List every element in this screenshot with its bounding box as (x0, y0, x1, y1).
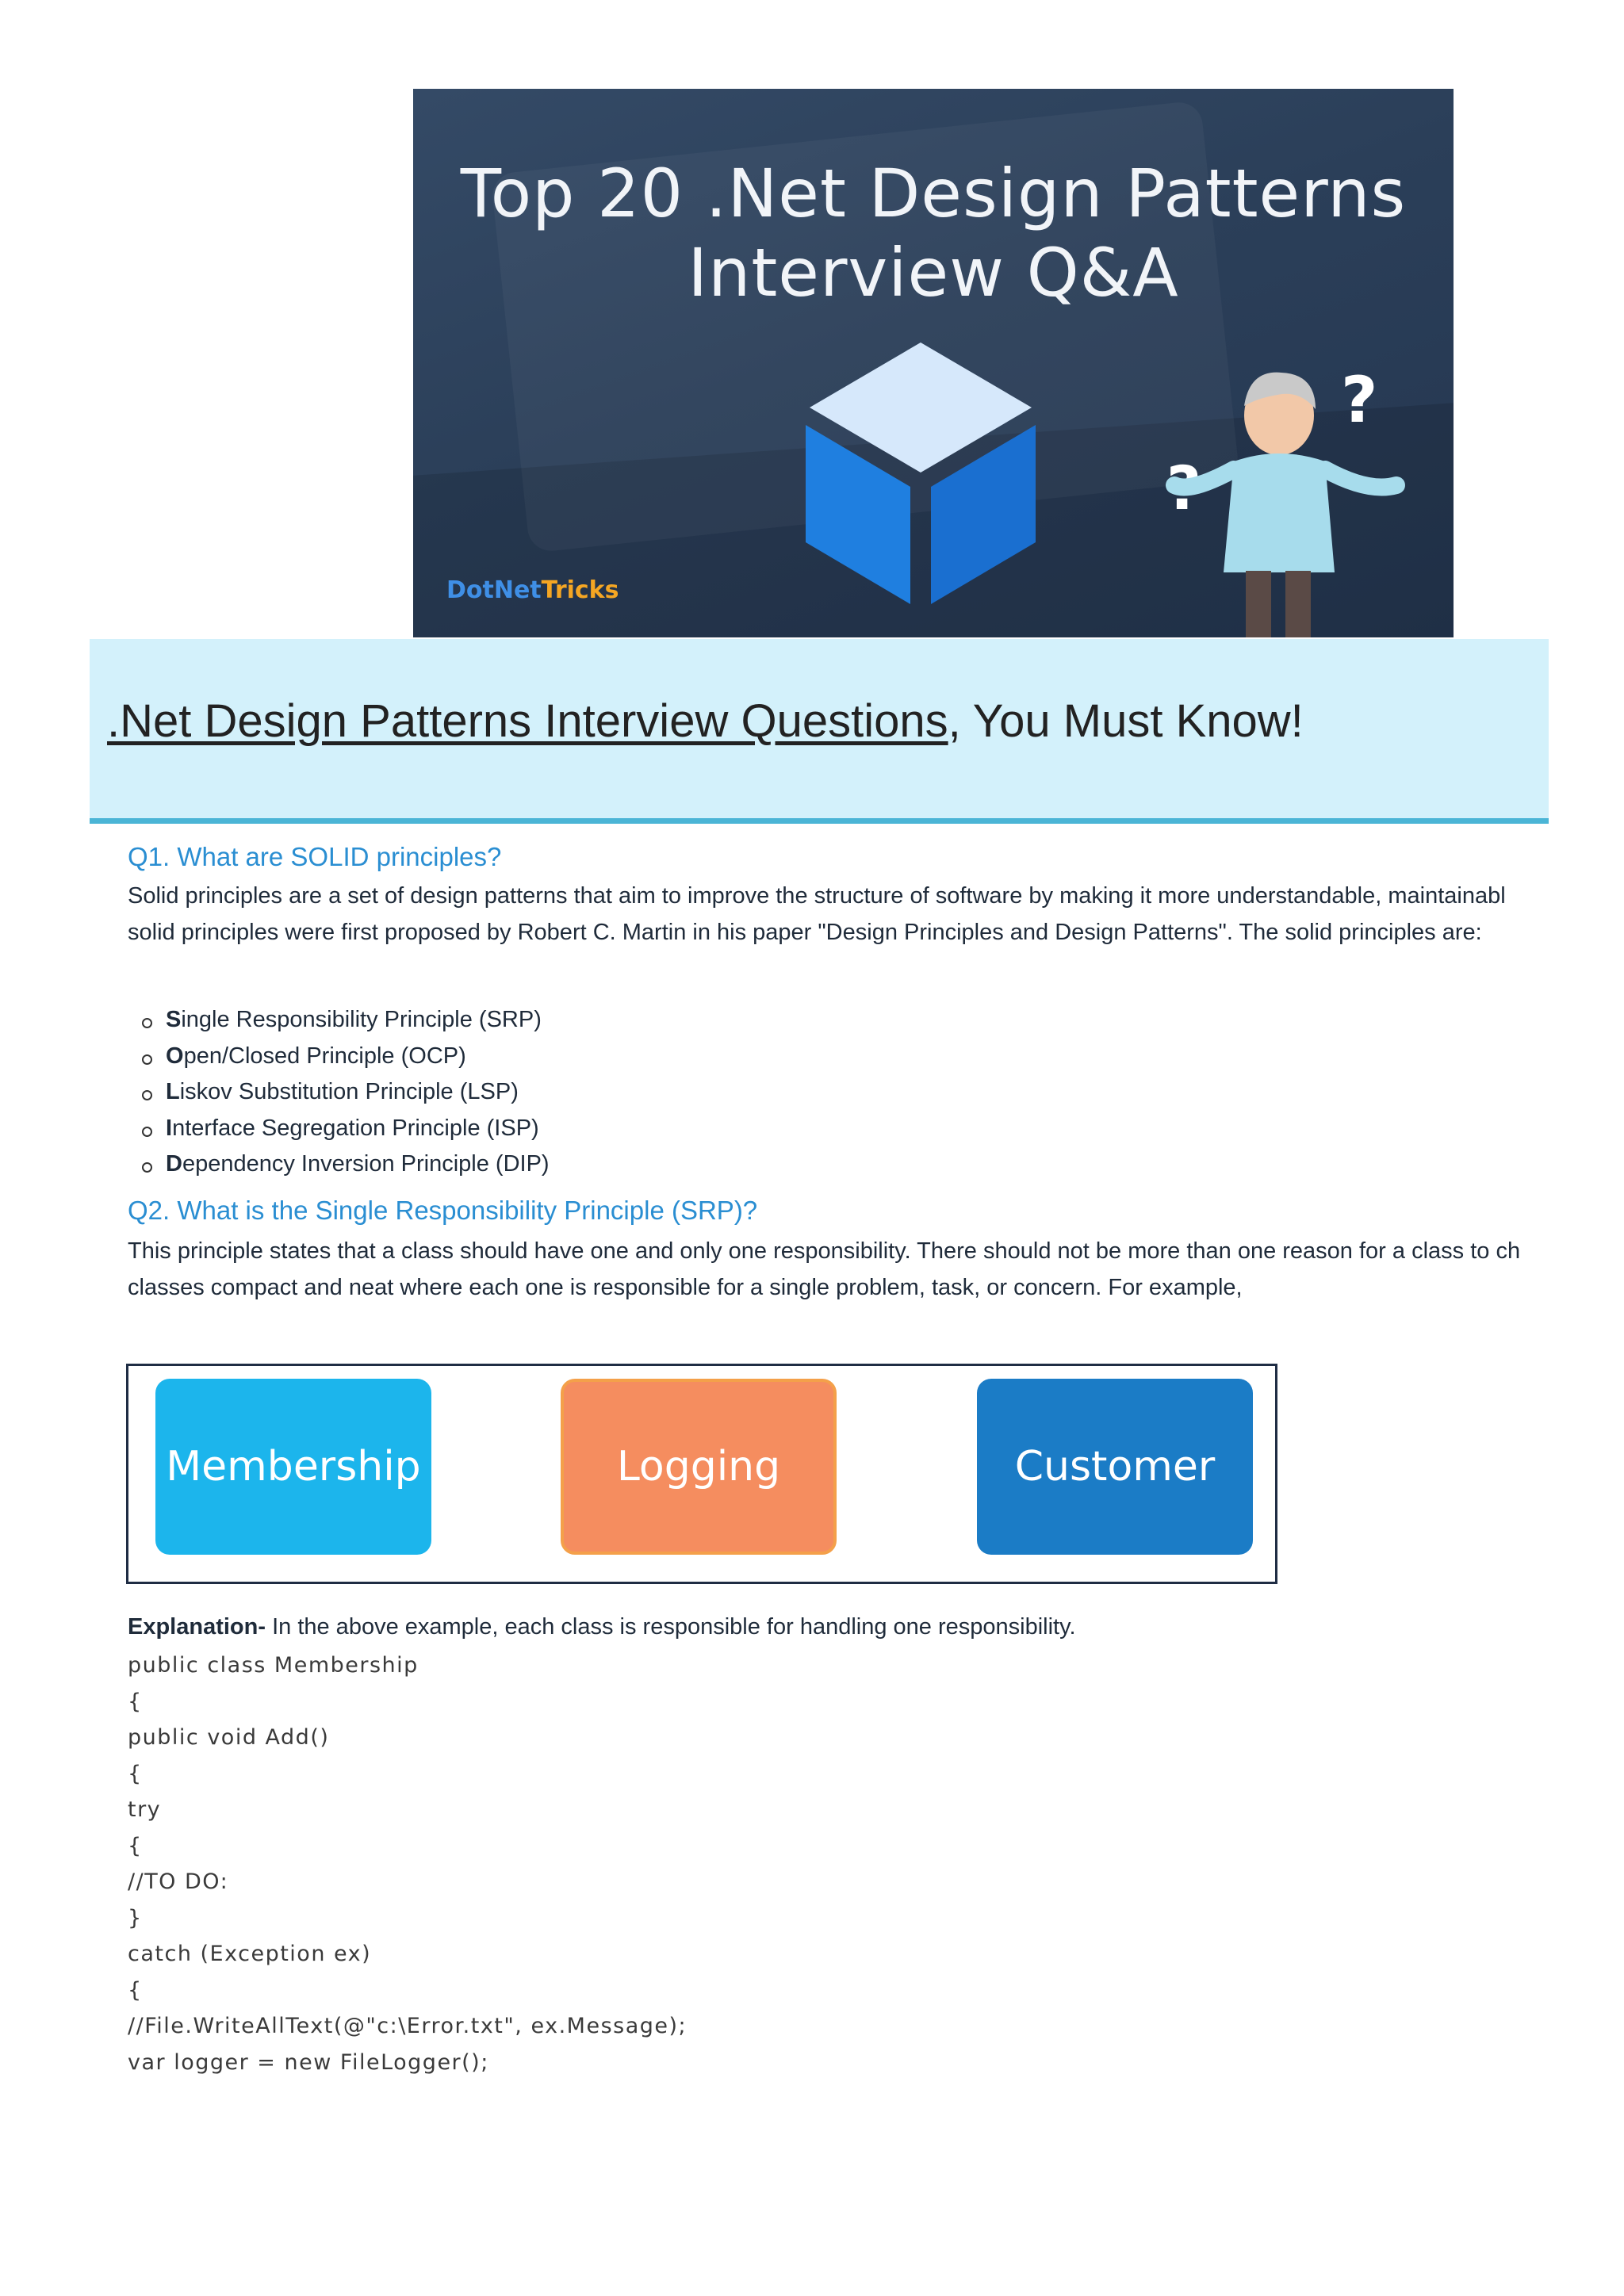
banner-title-line2: Interview Q&A (688, 234, 1179, 312)
code-line: { (128, 1977, 143, 2003)
question-1-paragraph-line2: solid principles were first proposed by Robert C. Martin in his paper "Design Principles and Design Patterns". The solid principles are: (128, 920, 1482, 945)
solid-principles-list (128, 1002, 550, 1183)
list-item: Liskov Substitution Principle (LSP) (128, 1074, 550, 1111)
svg-text:?: ? (1341, 363, 1378, 437)
question-2-heading: Q2. What is the Single Responsibility Principle (SRP)? (128, 1196, 758, 1225)
explanation-body: In the above example, each class is responsible for handling one responsibility. (266, 1614, 1076, 1640)
page-title-suffix: , You Must Know! (948, 695, 1304, 747)
code-line: { (128, 1833, 143, 1858)
list-item: Open/Closed Principle (OCP) (128, 1039, 550, 1075)
confused-person-icon (1159, 358, 1428, 637)
page-heading-band (90, 639, 1549, 824)
banner-title-line1: Top 20 .Net Design Patterns (460, 155, 1407, 232)
explanation-text (128, 1614, 1076, 1640)
srp-diagram (126, 1364, 1277, 1584)
banner-title (413, 154, 1454, 312)
dotnettricks-logo: DotNetTricks (446, 576, 619, 604)
question-1-paragraph-line1: Solid principles are a set of design patterns that aim to improve the structure of software by making it more understandable, maintainabl (128, 883, 1506, 909)
question-2-paragraph-line1: This principle states that a class should have one and only one responsibility. There should not be more than one reason for a class to ch (128, 1238, 1521, 1264)
list-item: Single Responsibility Principle (SRP) (128, 1002, 550, 1039)
cube-icon (806, 342, 1036, 604)
list-item: Interface Segregation Principle (ISP) (128, 1111, 550, 1147)
code-line: //TO DO: (128, 1869, 229, 1894)
code-line: var logger = new FileLogger(); (128, 2049, 489, 2075)
logging-class-box: Logging (561, 1379, 837, 1555)
question-1-heading: Q1. What are SOLID principles? (128, 842, 502, 871)
svg-text:?: ? (1166, 453, 1202, 523)
code-line: public void Add() (128, 1725, 330, 1750)
code-line: //File.WriteAllText(@"c:\Error.txt", ex.Message); (128, 2014, 688, 2038)
question-2-paragraph-line2: classes compact and neat where each one is responsible for a single problem, task, or concern. For example, (128, 1275, 1243, 1300)
page-title (107, 695, 1304, 748)
page-title-link[interactable]: .Net Design Patterns Interview Questions (107, 695, 948, 747)
membership-class-box: Membership (155, 1379, 431, 1555)
code-line: catch (Exception ex) (128, 1942, 372, 1966)
code-line: public class Membership (128, 1653, 419, 1678)
list-item: Dependency Inversion Principle (DIP) (128, 1146, 550, 1183)
code-line: try (128, 1797, 162, 1822)
customer-class-box: Customer (977, 1379, 1253, 1555)
code-block (128, 1647, 687, 2080)
code-line: } (128, 1905, 143, 1931)
code-line: { (128, 1761, 143, 1786)
explanation-label: Explanation- (128, 1614, 266, 1640)
hero-banner (413, 89, 1454, 637)
code-line: { (128, 1689, 143, 1714)
